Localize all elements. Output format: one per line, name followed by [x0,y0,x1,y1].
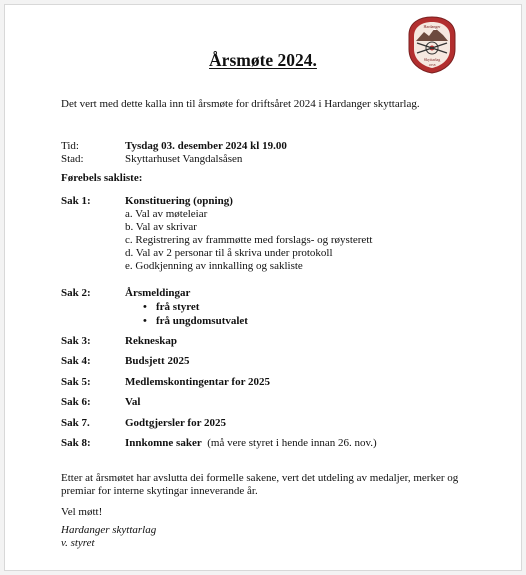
place-label: Stad: [61,153,84,165]
logo-bottom-text: Skyttarlag [423,57,441,62]
agenda-item-title: Val [125,396,141,408]
closing-line-2: premiar for interne skytingar inneverande år. [61,485,258,497]
time-label: Tid: [61,140,79,152]
greeting: Vel møtt! [61,506,103,518]
agenda-item-title: Årsmeldingar [125,287,191,299]
agenda-item-label: Sak 1: [61,195,91,207]
agenda-item-8 [125,437,377,450]
agenda-subitem: c. Registrering av frammøtte med forslags- og røysterett [125,234,373,246]
agenda-item-label: Sak 3: [61,335,91,347]
agenda-item-title: Budsjett 2025 [125,355,190,367]
agenda-item-note: (må vere styret i hende innan 26. nov.) [207,437,377,449]
agenda-item-label: Sak 7. [61,417,90,429]
agenda-item-title: Godtgjersler for 2025 [125,417,227,429]
agenda-item-label: Sak 5: [61,376,91,388]
document-title: Årsmøte 2024. [209,50,317,70]
agenda-item-label: Sak 4: [61,355,91,367]
agenda-bullet: • frå styret [156,301,199,314]
agenda-item-title: Innkomne saker [125,437,202,449]
signature-org: Hardanger skyttarlag [61,524,157,536]
agenda-subitem: d. Val av 2 personar til å skriva under protokoll [125,247,333,259]
agenda-item-label: Sak 6: [61,396,91,408]
intro-text: Det vert med dette kalla inn til årsmøte for driftsåret 2024 i Hardanger skyttarlag. [61,98,420,110]
agenda-subitem: b. Val av skrivar [125,221,197,233]
agenda-item-title: Konstituering (opning) [125,195,233,207]
signature-board: v. styret [61,537,95,549]
agenda-item-title: Rekneskap [125,335,177,347]
place-value: Skyttarhuset Vangdalsåsen [125,153,243,165]
time-value: Tysdag 03. desember 2024 kl 19.00 [125,140,287,152]
agenda-subitem: a. Val av møteleiar [125,208,208,220]
closing-line-1: Etter at årsmøtet har avslutta dei formelle sakene, vert det utdeling av medaljer, merker og [61,472,459,484]
logo-top-text: Hardanger [423,24,441,29]
agenda-item-title: Medlemskontingentar for 2025 [125,376,271,388]
agenda-subitem: e. Godkjenning av innkalling og sakliste [125,260,303,272]
logo-year: 1858 [428,63,436,67]
agenda-item-label: Sak 8: [61,437,91,449]
agenda-bullet: • frå ungdomsutvalet [156,315,248,328]
agenda-heading: Førebels sakliste: [61,172,143,184]
agenda-item-label: Sak 2: [61,287,91,299]
